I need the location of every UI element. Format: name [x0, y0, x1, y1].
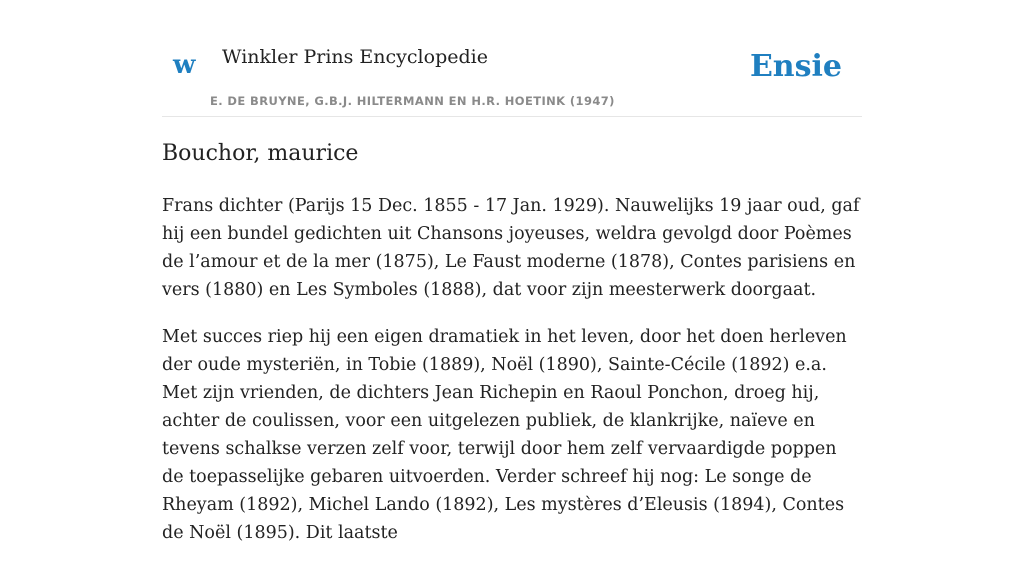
- entry-body: [162, 192, 862, 566]
- source-authors: E. DE BRUYNE, G.B.J. HILTERMANN EN H.R. HOETINK (1947): [210, 94, 615, 108]
- entry-paragraph: Met succes riep hij een eigen dramatiek in het leven, door het doen herleven der oude mysteriën, in Tobie (1889), Noël (1890), Sainte-Cécile (1892) e.a. Met zijn vrienden, de dichters Jean Richepin en Raoul Ponchon, droeg hij, achter de coulissen, voor een uitgelezen publiek, de klankrijke, naïeve en tevens schalkse verzen zelf voor, terwijl door hem zelf vervaardigde poppen de toepasselijke gebaren uitvoerden. Verder schreef hij nog: Le songe de Rheyam (1892), Michel Lando (1892), Les mystères d’Eleusis (1894), Contes de Noël (1895). Dit laatste: [162, 327, 847, 543]
- source-header: [162, 0, 862, 117]
- entry-paragraph: Frans dichter (Parijs 15 Dec. 1855 - 17 Jan. 1929). Nauwelijks 19 jaar oud, gaf hij een bundel gedichten uit Chansons joyeuses, weldra gevolgd door Poèmes de l’amour et de la mer (1875), Le Faust moderne (1878), Contes parisiens en vers (1880) en Les Symboles (1888), dat voor zijn meesterwerk doorgaat.: [162, 196, 860, 300]
- page-container: [162, 0, 862, 543]
- entry-title: Bouchor, maurice: [162, 141, 359, 166]
- ensie-brand-link[interactable]: Ensie: [749, 49, 842, 84]
- source-title[interactable]: Winkler Prins Encyclopedie: [222, 46, 488, 68]
- source-logo[interactable]: w: [173, 50, 196, 80]
